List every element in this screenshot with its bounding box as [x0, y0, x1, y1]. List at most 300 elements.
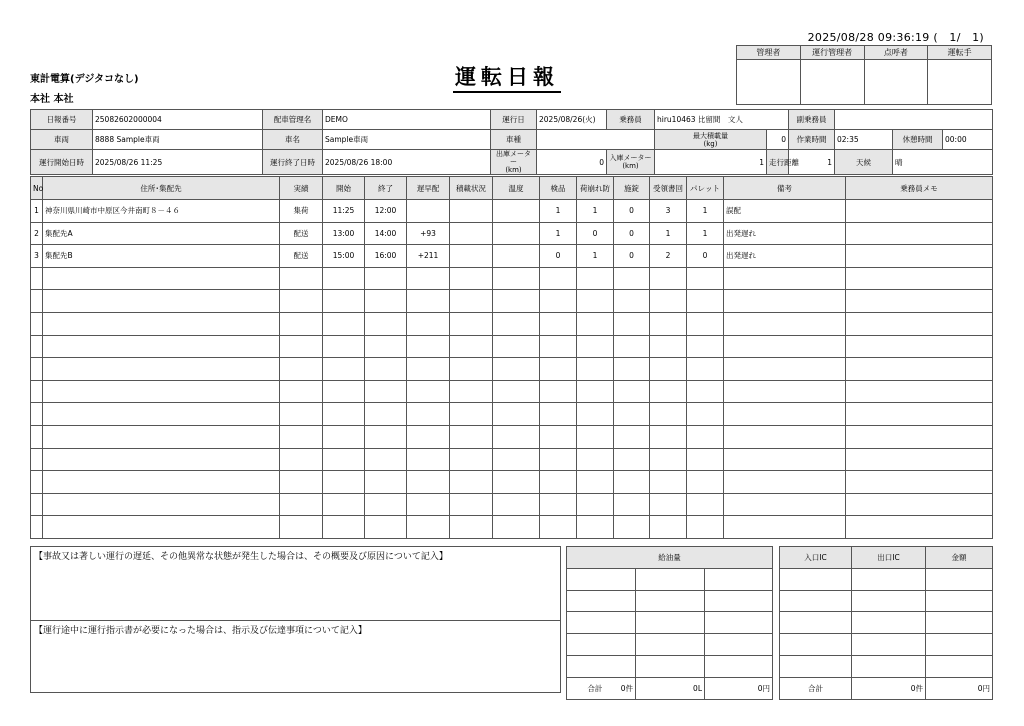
vehicle-name-label: 車名 [263, 130, 323, 150]
start-datetime-value: 2025/08/26 11:25 [93, 150, 263, 175]
toll-exit-header: 出口IC [852, 547, 926, 569]
table-cell [724, 290, 846, 313]
run-info-table [30, 109, 993, 175]
table-cell [493, 335, 540, 358]
column-header: 備考 [724, 177, 846, 200]
sub-crew-label: 副乗務員 [789, 110, 835, 130]
table-cell [614, 425, 650, 448]
table-cell [31, 448, 43, 471]
table-cell [650, 493, 687, 516]
run-date-value: 2025/08/26(火) [537, 110, 607, 130]
table-cell [614, 516, 650, 539]
page-indicator: ( 1/ 1) [933, 31, 984, 44]
table-cell [280, 358, 323, 381]
table-cell [724, 267, 846, 290]
table-cell [846, 267, 993, 290]
toll-count: 0件 [852, 677, 926, 699]
distance-label: 走行距離 [767, 150, 789, 175]
table-cell [687, 403, 724, 426]
accident-note-label: 【事故又は著しい運行の遅延、その他異常な状態が発生した場合は、その概要及び原因について記入】 [34, 552, 448, 562]
table-cell [650, 267, 687, 290]
table-cell [43, 471, 280, 494]
table-cell [43, 290, 280, 313]
report-no-label: 日報番号 [31, 110, 93, 130]
table-cell [280, 267, 323, 290]
table-row [31, 516, 993, 539]
table-cell [577, 335, 614, 358]
table-cell [577, 290, 614, 313]
fuel-total-row [567, 677, 773, 699]
weather-value: 晴 [893, 150, 993, 175]
table-cell [650, 425, 687, 448]
column-header: 検品 [540, 177, 577, 200]
fuel-liters: 0L [636, 677, 705, 699]
table-cell [493, 222, 540, 245]
table-row [31, 425, 993, 448]
company-name: 東計電算(デジタコなし) [30, 74, 139, 85]
in-meter-value: 1 [655, 150, 767, 175]
max-load-value: 0 [767, 130, 789, 150]
table-cell [577, 312, 614, 335]
table-cell [365, 448, 407, 471]
table-cell [450, 516, 493, 539]
toll-total-label: 合計 [780, 677, 852, 699]
table-cell [724, 380, 846, 403]
table-cell: 1 [31, 200, 43, 223]
table-cell: +211 [407, 245, 450, 268]
table-cell [846, 403, 993, 426]
table-cell [540, 425, 577, 448]
table-cell [687, 471, 724, 494]
table-cell [687, 448, 724, 471]
vehicle-label: 車両 [31, 130, 93, 150]
table-cell [493, 471, 540, 494]
instruction-note-box[interactable] [30, 620, 561, 693]
table-cell: +93 [407, 222, 450, 245]
column-header: 受領書回 [650, 177, 687, 200]
toll-row [780, 612, 993, 634]
table-cell [540, 380, 577, 403]
table-cell [280, 290, 323, 313]
table-cell [323, 493, 365, 516]
table-cell [493, 448, 540, 471]
table-row [31, 222, 993, 245]
distance-value: 1 [789, 150, 835, 175]
table-cell [577, 471, 614, 494]
table-cell [493, 493, 540, 516]
dispatch-manager-label: 配車管理名 [263, 110, 323, 130]
sub-crew-value [835, 110, 993, 130]
table-cell [323, 312, 365, 335]
table-cell [577, 358, 614, 381]
table-cell [687, 380, 724, 403]
table-row [31, 448, 993, 471]
table-cell [323, 471, 365, 494]
fuel-count: 0件 [620, 683, 633, 693]
table-cell [724, 358, 846, 381]
table-cell: 0 [577, 222, 614, 245]
table-row [31, 245, 993, 268]
table-cell [540, 493, 577, 516]
table-cell: 13:00 [323, 222, 365, 245]
table-cell [687, 425, 724, 448]
approval-stamp-table [736, 45, 992, 105]
toll-row [780, 568, 993, 590]
table-cell [323, 335, 365, 358]
column-header: 温度 [493, 177, 540, 200]
table-cell [846, 222, 993, 245]
table-cell [407, 312, 450, 335]
table-cell [323, 425, 365, 448]
table-cell [407, 200, 450, 223]
break-time-value: 00:00 [943, 130, 993, 150]
out-meter-label: 出庫メーター (km) [491, 150, 537, 175]
table-cell: 配送 [280, 245, 323, 268]
table-cell [450, 267, 493, 290]
table-cell [614, 335, 650, 358]
table-cell: 誤配 [724, 200, 846, 223]
table-row [31, 312, 993, 335]
table-cell [540, 358, 577, 381]
table-cell [31, 516, 43, 539]
instruction-note-label: 【運行途中に運行指示書が必要になった場合は、指示及び伝達事項について記入】 [34, 626, 367, 636]
vehicle-value: 8888 Sample車両 [93, 130, 263, 150]
table-cell [493, 312, 540, 335]
table-cell [540, 312, 577, 335]
crew-value: hiru10463 比留間 文人 [655, 110, 789, 130]
table-cell [650, 471, 687, 494]
column-header: 終了 [365, 177, 407, 200]
table-row [31, 358, 993, 381]
table-cell [450, 380, 493, 403]
table-cell: 16:00 [365, 245, 407, 268]
table-cell [323, 267, 365, 290]
table-cell [846, 380, 993, 403]
table-cell: 15:00 [323, 245, 365, 268]
table-cell [43, 380, 280, 403]
table-cell [493, 425, 540, 448]
table-cell [365, 425, 407, 448]
table-cell [450, 290, 493, 313]
print-timestamp [808, 31, 984, 44]
table-cell [323, 448, 365, 471]
table-cell [407, 471, 450, 494]
weather-label: 天候 [835, 150, 893, 175]
stamp-header-driver: 運転手 [928, 46, 992, 60]
table-cell [450, 471, 493, 494]
table-cell [724, 493, 846, 516]
toll-table [779, 546, 993, 700]
table-cell [724, 425, 846, 448]
accident-note-box[interactable] [30, 546, 561, 621]
table-cell [724, 403, 846, 426]
table-cell [493, 267, 540, 290]
table-cell [407, 403, 450, 426]
table-cell [540, 516, 577, 539]
vehicle-type-value [537, 130, 655, 150]
toll-row [780, 590, 993, 612]
end-datetime-value: 2025/08/26 18:00 [323, 150, 491, 175]
fuel-header: 給油量 [567, 547, 773, 569]
table-cell [43, 448, 280, 471]
start-datetime-label: 運行開始日時 [31, 150, 93, 175]
stamp-box-operation-manager[interactable] [800, 60, 864, 105]
table-cell [450, 403, 493, 426]
table-cell [687, 358, 724, 381]
fuel-row [567, 655, 773, 677]
table-cell: 0 [614, 200, 650, 223]
fuel-table [566, 546, 773, 700]
table-cell [43, 267, 280, 290]
table-cell [846, 358, 993, 381]
table-cell [365, 312, 407, 335]
table-cell [280, 403, 323, 426]
table-cell [540, 448, 577, 471]
table-cell [43, 516, 280, 539]
table-cell [31, 267, 43, 290]
table-cell: 0 [687, 245, 724, 268]
table-cell [43, 403, 280, 426]
branch-name: 本社 本社 [30, 94, 74, 105]
column-header: 施錠 [614, 177, 650, 200]
table-cell [450, 425, 493, 448]
stamp-header-manager: 管理者 [737, 46, 801, 60]
table-cell [43, 335, 280, 358]
table-cell [650, 335, 687, 358]
table-cell [323, 358, 365, 381]
table-cell [724, 448, 846, 471]
table-row [31, 471, 993, 494]
table-cell [43, 312, 280, 335]
page-title: 運転日報 [453, 64, 561, 93]
table-cell [31, 425, 43, 448]
table-cell [407, 267, 450, 290]
fuel-total-text: 合計 [587, 683, 603, 693]
table-cell [407, 380, 450, 403]
stamp-box-driver[interactable] [928, 60, 992, 105]
table-cell [687, 267, 724, 290]
table-cell: 12:00 [365, 200, 407, 223]
table-cell [31, 358, 43, 381]
timestamp-text: 2025/08/28 09:36:19 [807, 31, 930, 44]
table-cell [450, 200, 493, 223]
table-cell: 1 [540, 222, 577, 245]
table-cell [846, 245, 993, 268]
column-header: 積載状況 [450, 177, 493, 200]
table-cell [614, 380, 650, 403]
table-cell [614, 267, 650, 290]
table-cell [614, 358, 650, 381]
stamp-header-operation-manager: 運行管理者 [800, 46, 864, 60]
table-cell [577, 267, 614, 290]
table-cell: 2 [650, 245, 687, 268]
break-time-label: 休憩時間 [893, 130, 943, 150]
column-header: 荷崩れ防 [577, 177, 614, 200]
table-cell [846, 516, 993, 539]
table-cell [540, 335, 577, 358]
table-cell: 2 [31, 222, 43, 245]
table-cell [280, 493, 323, 516]
table-cell [493, 200, 540, 223]
table-cell: 1 [650, 222, 687, 245]
table-cell [407, 290, 450, 313]
table-cell [280, 380, 323, 403]
table-cell [31, 312, 43, 335]
table-cell [614, 312, 650, 335]
table-cell [323, 516, 365, 539]
table-cell [450, 358, 493, 381]
table-cell [493, 403, 540, 426]
table-cell [846, 493, 993, 516]
table-cell: 0 [614, 222, 650, 245]
table-cell [846, 335, 993, 358]
table-cell [450, 493, 493, 516]
table-cell [650, 290, 687, 313]
table-cell [577, 448, 614, 471]
table-row [31, 200, 993, 223]
dispatch-manager-value: DEMO [323, 110, 491, 130]
table-cell [687, 290, 724, 313]
table-cell [493, 245, 540, 268]
table-cell [323, 290, 365, 313]
table-cell: 1 [687, 200, 724, 223]
delivery-table [30, 176, 993, 539]
table-cell [31, 493, 43, 516]
table-cell [577, 425, 614, 448]
table-cell [450, 245, 493, 268]
table-cell [407, 516, 450, 539]
stamp-box-manager[interactable] [737, 60, 801, 105]
table-cell [43, 358, 280, 381]
toll-amount: 0円 [926, 677, 993, 699]
toll-row [780, 655, 993, 677]
end-datetime-label: 運行終了日時 [263, 150, 323, 175]
table-cell [407, 448, 450, 471]
table-cell [614, 448, 650, 471]
table-cell [577, 403, 614, 426]
table-row [31, 493, 993, 516]
table-row [31, 403, 993, 426]
toll-entry-header: 入口IC [780, 547, 852, 569]
table-cell [43, 493, 280, 516]
table-cell: 配送 [280, 222, 323, 245]
table-cell [407, 335, 450, 358]
table-cell [846, 290, 993, 313]
delivery-table-header [31, 177, 993, 200]
table-cell: 3 [650, 200, 687, 223]
out-meter-value: 0 [537, 150, 607, 175]
fuel-amount: 0円 [705, 677, 773, 699]
table-cell [280, 312, 323, 335]
toll-row [780, 634, 993, 656]
table-cell: 集荷 [280, 200, 323, 223]
table-cell [577, 380, 614, 403]
table-cell [650, 312, 687, 335]
column-header: 開始 [323, 177, 365, 200]
table-cell [365, 290, 407, 313]
table-cell [407, 358, 450, 381]
table-cell: 1 [577, 200, 614, 223]
table-cell [540, 290, 577, 313]
table-cell: 3 [31, 245, 43, 268]
table-cell [493, 290, 540, 313]
table-cell [577, 493, 614, 516]
fuel-row [567, 612, 773, 634]
fuel-total-label [567, 677, 636, 699]
table-cell [365, 403, 407, 426]
table-cell: 神奈川県川崎市中原区今井南町８－４６ [43, 200, 280, 223]
table-row [31, 335, 993, 358]
column-header: No [31, 177, 43, 200]
table-cell: 1 [687, 222, 724, 245]
table-cell [450, 448, 493, 471]
table-cell: 集配先A [43, 222, 280, 245]
table-cell [31, 471, 43, 494]
table-cell: 出発遅れ [724, 222, 846, 245]
table-cell [280, 516, 323, 539]
table-cell [43, 425, 280, 448]
table-cell [450, 222, 493, 245]
report-no-value: 25082602000004 [93, 110, 263, 130]
table-row [31, 290, 993, 313]
table-cell [540, 471, 577, 494]
table-cell [450, 335, 493, 358]
table-cell [280, 335, 323, 358]
vehicle-name-value: Sample車両 [323, 130, 491, 150]
column-header: 乗務員メモ [846, 177, 993, 200]
table-cell [540, 403, 577, 426]
work-time-label: 作業時間 [789, 130, 835, 150]
table-cell [31, 403, 43, 426]
fuel-row [567, 634, 773, 656]
table-cell [493, 380, 540, 403]
max-load-label: 最大積載量 (kg) [655, 130, 767, 150]
toll-total-row [780, 677, 993, 699]
table-cell: 1 [577, 245, 614, 268]
column-header: 実績 [280, 177, 323, 200]
table-cell [365, 335, 407, 358]
table-cell [31, 380, 43, 403]
table-cell [280, 425, 323, 448]
table-cell [365, 493, 407, 516]
table-cell [407, 493, 450, 516]
table-cell [687, 493, 724, 516]
crew-label: 乗務員 [607, 110, 655, 130]
table-cell: 集配先B [43, 245, 280, 268]
table-cell [323, 380, 365, 403]
table-cell [614, 290, 650, 313]
table-cell [31, 290, 43, 313]
column-header: 遅早配 [407, 177, 450, 200]
table-cell: 0 [614, 245, 650, 268]
table-cell [31, 335, 43, 358]
table-cell [614, 471, 650, 494]
table-cell [846, 448, 993, 471]
table-cell [365, 516, 407, 539]
table-cell [724, 516, 846, 539]
vehicle-type-label: 車種 [491, 130, 537, 150]
table-cell: 0 [540, 245, 577, 268]
table-cell [450, 312, 493, 335]
table-cell [614, 403, 650, 426]
table-cell [323, 403, 365, 426]
table-cell [724, 312, 846, 335]
stamp-box-roll-caller[interactable] [864, 60, 928, 105]
table-cell [365, 267, 407, 290]
table-cell [365, 358, 407, 381]
fuel-row [567, 590, 773, 612]
work-time-value: 02:35 [835, 130, 893, 150]
